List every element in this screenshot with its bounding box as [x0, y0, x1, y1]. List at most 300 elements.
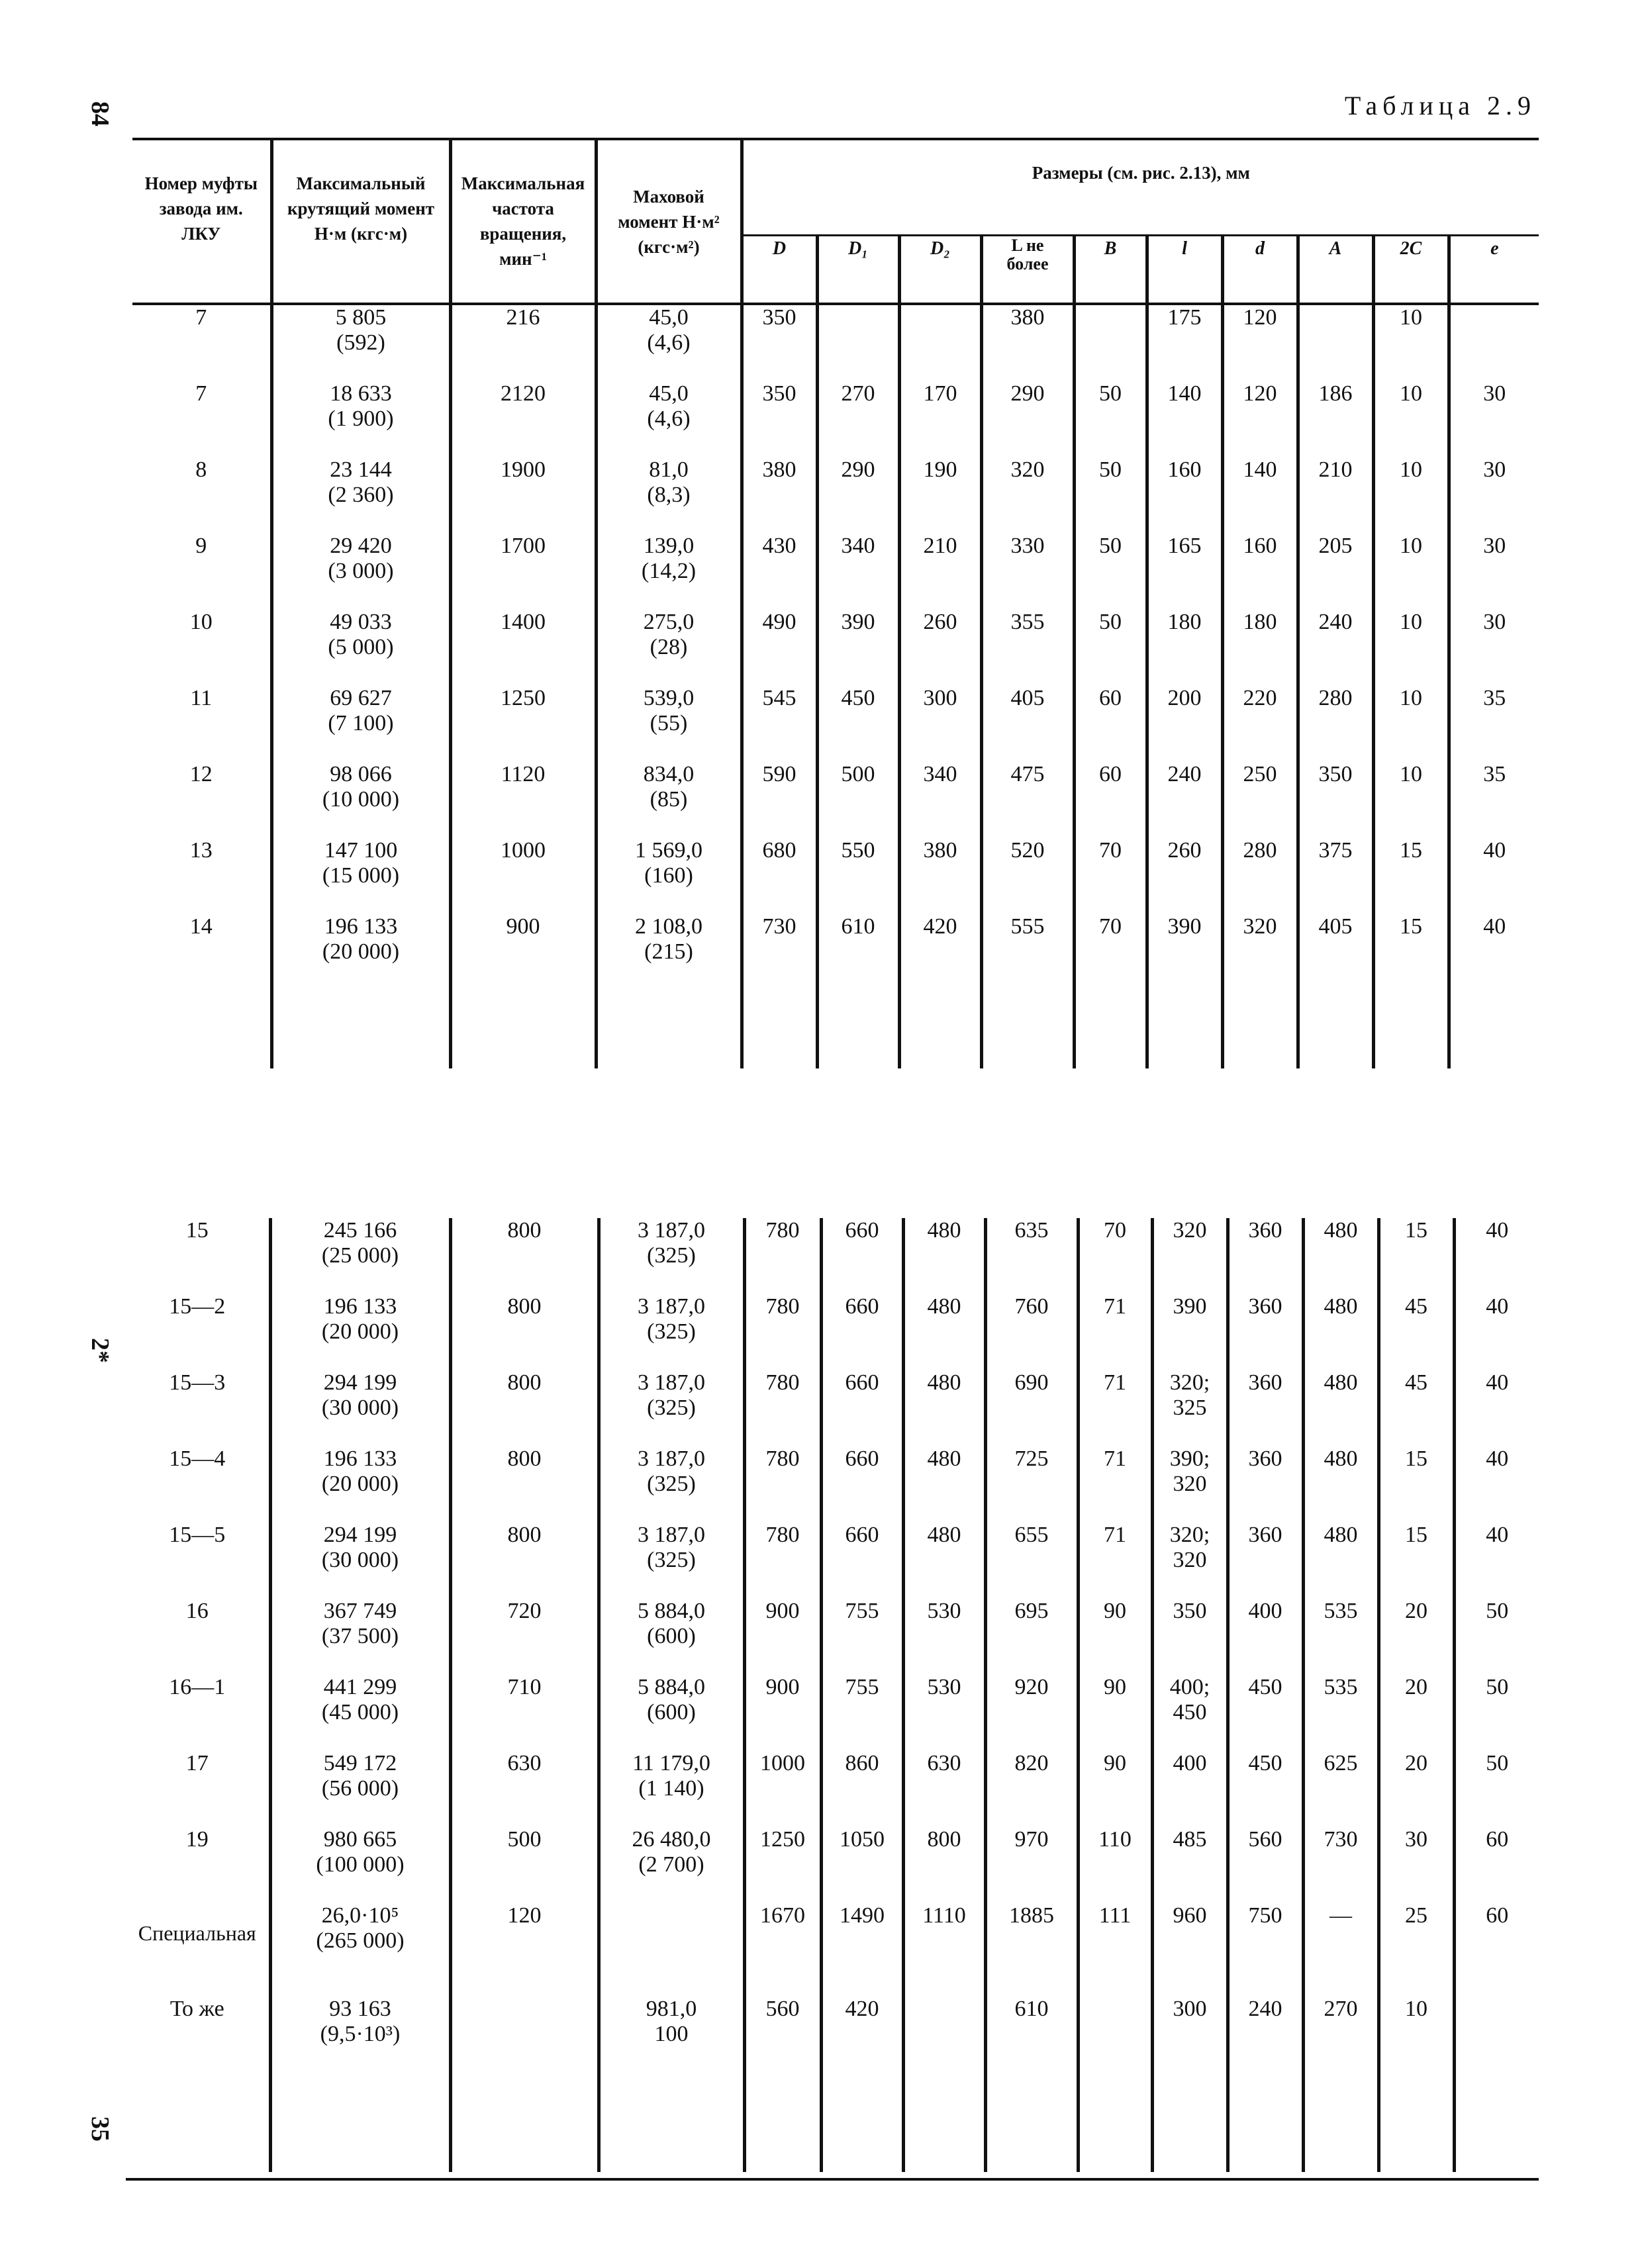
dim-e: e — [1449, 236, 1539, 305]
dim-A-value — [1298, 534, 1373, 610]
flywheel-moment-value-secondary: (600) — [647, 1624, 696, 1648]
coupling-number — [132, 304, 271, 381]
dim-e-value — [1449, 381, 1539, 457]
dim-d-value — [1228, 1523, 1303, 1599]
dim-e-value-value: 30 — [1483, 457, 1506, 482]
coupling-table-top — [132, 138, 1539, 1068]
dim-d-value — [1222, 304, 1298, 381]
dim-e-value — [1454, 1294, 1539, 1370]
coupling-number-value: 13 — [189, 838, 213, 863]
torque-value-secondary: (10 000) — [322, 787, 400, 812]
dim-D2-value — [899, 686, 981, 762]
dim-2C-value — [1378, 1523, 1454, 1599]
dim-B-value-value: 70 — [1099, 838, 1122, 863]
frequency — [450, 457, 596, 534]
dim-L-value-value: 520 — [1010, 838, 1045, 863]
flywheel-moment-value: 26 480,0 — [632, 1827, 711, 1852]
torque — [270, 1997, 450, 2073]
flywheel-moment-value-secondary: (160) — [644, 863, 693, 888]
dim-A-value — [1298, 762, 1373, 838]
dim-d-value — [1228, 1294, 1303, 1370]
dim-l-value — [1147, 534, 1222, 610]
dim-D2-value — [903, 1997, 985, 2073]
dim-D1-value-value: 660 — [845, 1218, 879, 1243]
torque — [271, 914, 450, 990]
flywheel-moment-value: 2 108,0 — [635, 914, 702, 939]
flywheel-moment — [599, 1294, 744, 1370]
dim-l-value — [1152, 1751, 1228, 1827]
dim-2C-value — [1378, 1675, 1454, 1751]
dim-B-value-value: 60 — [1099, 686, 1122, 710]
dim-D1-value — [821, 1599, 903, 1675]
torque-value-secondary: (265 000) — [316, 1928, 405, 1953]
dim-2C-value — [1378, 1903, 1454, 1997]
dim-d-value — [1228, 1599, 1303, 1675]
dim-A-value-value: 480 — [1324, 1218, 1358, 1243]
dim-D1-value-value: 390 — [841, 610, 875, 634]
dim-A-value-value: — — [1329, 1903, 1352, 1928]
dim-D2-value-value: 480 — [927, 1370, 961, 1395]
flywheel-moment-value: 5 884,0 — [638, 1599, 705, 1623]
dim-l-value-value: 140 — [1167, 381, 1202, 406]
table-row — [132, 762, 1539, 838]
dim-B-value-value: 90 — [1104, 1599, 1126, 1623]
dim-l-value — [1152, 1827, 1228, 1903]
torque-value-secondary: (30 000) — [321, 1395, 399, 1420]
dim-D2-value — [899, 762, 981, 838]
dim-2C-value-value: 15 — [1405, 1446, 1427, 1471]
dim-2C-value-value: 10 — [1400, 762, 1422, 786]
dim-D1-value-value: 660 — [845, 1370, 879, 1395]
coupling-number — [126, 1599, 270, 1675]
dim-L-value-value: 355 — [1010, 610, 1045, 634]
dim-B-value-value: 70 — [1104, 1218, 1126, 1243]
dim-L-value — [981, 914, 1074, 990]
torque — [270, 1903, 450, 1997]
coupling-number — [126, 1903, 270, 1997]
dim-2C-value — [1378, 1599, 1454, 1675]
torque — [270, 1218, 450, 1294]
dim-l-value — [1147, 381, 1222, 457]
torque-value: 367 749 — [323, 1599, 397, 1623]
dim-l-value-value-secondary: 320 — [1173, 1472, 1207, 1496]
dim-d-value — [1228, 1903, 1303, 1997]
coupling-number — [132, 838, 271, 914]
dim-A-value — [1298, 838, 1373, 914]
torque-value: 5 805 — [335, 305, 387, 330]
header-torque: Максимальный крутящий момент Н·м (кгс·м) — [271, 139, 450, 304]
frequency — [450, 1218, 599, 1294]
dim-D1-value — [817, 304, 899, 381]
dim-e-value-value: 35 — [1483, 686, 1506, 710]
dim-e-value-value: 40 — [1486, 1294, 1509, 1319]
dim-B-value — [1074, 838, 1147, 914]
dim-e-value — [1449, 762, 1539, 838]
coupling-number — [126, 1294, 270, 1370]
dim-D2-value — [903, 1827, 985, 1903]
dim-d-value — [1228, 1751, 1303, 1827]
dim-D2-value-value: 260 — [923, 610, 957, 634]
spacer-row — [126, 2073, 1539, 2172]
torque-value-secondary: (2 360) — [328, 483, 394, 507]
dim-D2-value — [903, 1599, 985, 1675]
frequency-value: 800 — [507, 1446, 542, 1471]
dim-D2-value — [903, 1370, 985, 1446]
dim-l-value-value: 390 — [1167, 914, 1202, 939]
header-dimensions: Размеры (см. рис. 2.13), мм — [742, 139, 1539, 236]
table-row — [132, 381, 1539, 457]
dim-D1-value-value: 755 — [845, 1675, 879, 1699]
frequency-value: 800 — [507, 1370, 542, 1395]
dim-D-value — [744, 1751, 821, 1827]
table-row — [132, 838, 1539, 914]
dim-B-value — [1078, 1218, 1152, 1294]
table-row — [132, 457, 1539, 534]
dim-D-value-value: 1670 — [760, 1903, 805, 1928]
dim-2C-value — [1378, 1294, 1454, 1370]
dim-A-value-value: 480 — [1324, 1446, 1358, 1471]
frequency — [450, 1294, 599, 1370]
frequency — [450, 914, 596, 990]
frequency — [450, 610, 596, 686]
flywheel-moment — [599, 1751, 744, 1827]
table-row — [126, 1294, 1539, 1370]
flywheel-moment — [599, 1523, 744, 1599]
frequency — [450, 1997, 599, 2073]
dim-D-value-value: 590 — [762, 762, 797, 786]
torque-value: 294 199 — [323, 1370, 397, 1395]
dim-B-value — [1074, 686, 1147, 762]
dim-l: l — [1147, 236, 1222, 305]
dim-d-value — [1222, 838, 1298, 914]
dim-e-value-value: 30 — [1483, 610, 1506, 634]
frequency — [450, 1523, 599, 1599]
dim-L-value — [985, 1523, 1078, 1599]
flywheel-moment-value: 3 187,0 — [638, 1370, 705, 1395]
dim-L-value — [985, 1675, 1078, 1751]
frequency-value: 120 — [507, 1903, 542, 1928]
dim-l-value-value: 240 — [1167, 762, 1202, 786]
dim-L-value — [981, 838, 1074, 914]
dim-D1-value-value: 270 — [841, 381, 875, 406]
dim-L-value-value: 320 — [1010, 457, 1045, 482]
frequency-value: 710 — [507, 1675, 542, 1699]
frequency-value: 1900 — [501, 457, 546, 482]
dim-e-value-value: 40 — [1486, 1446, 1509, 1471]
coupling-number-value: 7 — [195, 305, 207, 330]
dim-D-value-value: 560 — [765, 1997, 800, 2021]
dim-2C-value-value: 20 — [1405, 1599, 1427, 1623]
frequency-value: 800 — [507, 1294, 542, 1319]
coupling-number-value: 10 — [189, 610, 213, 634]
dim-D2-value-value: 480 — [927, 1294, 961, 1319]
torque-value-secondary: (592) — [336, 330, 385, 355]
frequency-value: 800 — [507, 1218, 542, 1243]
frequency-value: 1250 — [501, 686, 546, 710]
dim-D1-value-value: 755 — [845, 1599, 879, 1623]
dim-l-value-value-secondary: 325 — [1173, 1395, 1207, 1420]
coupling-number-value: 19 — [185, 1827, 209, 1852]
dim-A-value-value: 270 — [1324, 1997, 1358, 2021]
dim-D1: D₁ — [817, 236, 899, 305]
dim-L-value-value: 695 — [1014, 1599, 1049, 1623]
frequency-value: 900 — [506, 914, 540, 939]
dim-D2-value-value: 630 — [927, 1751, 961, 1775]
dim-d-value-value: 750 — [1248, 1903, 1282, 1928]
table-caption: Таблица 2.9 — [1344, 91, 1536, 120]
dim-D1-value — [817, 457, 899, 534]
dim-l-value-value: 300 — [1173, 1997, 1207, 2021]
flywheel-moment-value: 45,0 — [649, 381, 689, 406]
dim-2C-value — [1378, 1997, 1454, 2073]
dim-l-value — [1152, 1294, 1228, 1370]
dim-L-value — [985, 1218, 1078, 1294]
frequency-value: 500 — [507, 1827, 542, 1852]
table-row — [126, 1599, 1539, 1675]
dim-l-value — [1152, 1446, 1228, 1523]
torque — [270, 1599, 450, 1675]
torque-value: 980 665 — [323, 1827, 397, 1852]
flywheel-moment — [596, 914, 742, 990]
dim-2C-value — [1378, 1751, 1454, 1827]
dim-l-value-value: 180 — [1167, 610, 1202, 634]
dim-B-value — [1074, 457, 1147, 534]
dim-L-value — [985, 1903, 1078, 1997]
flywheel-moment-value-secondary: (600) — [647, 1700, 696, 1725]
dim-l-value — [1147, 304, 1222, 381]
dim-D-value-value: 780 — [765, 1218, 800, 1243]
dim-d-value-value: 450 — [1248, 1675, 1282, 1699]
flywheel-moment — [599, 1827, 744, 1903]
dim-D1-value-value: 550 — [841, 838, 875, 863]
flywheel-moment — [599, 1218, 744, 1294]
dim-l-value — [1152, 1675, 1228, 1751]
dim-D2-value — [899, 457, 981, 534]
dim-D-value-value: 1250 — [760, 1827, 805, 1852]
dim-l-value — [1152, 1523, 1228, 1599]
dim-D-value — [744, 1903, 821, 1997]
dim-d-value — [1222, 762, 1298, 838]
flywheel-moment-value-secondary: (325) — [647, 1395, 696, 1420]
dim-B-value — [1078, 1827, 1152, 1903]
dim-L-value-value: 970 — [1014, 1827, 1049, 1852]
coupling-number — [126, 1370, 270, 1446]
dim-d-value-value: 120 — [1243, 305, 1277, 330]
torque — [271, 838, 450, 914]
dim-D2-value — [903, 1903, 985, 1997]
flywheel-moment-value-secondary: (28) — [650, 635, 688, 659]
table-row — [126, 1523, 1539, 1599]
frequency-value: 1700 — [501, 534, 546, 558]
dim-2C-value — [1378, 1218, 1454, 1294]
dim-L-value — [981, 457, 1074, 534]
dim-D2-value — [899, 610, 981, 686]
dim-L-value-value: 820 — [1014, 1751, 1049, 1775]
flywheel-moment-value-secondary: (325) — [647, 1472, 696, 1496]
dim-D1-value — [817, 762, 899, 838]
dim-D1-value — [817, 610, 899, 686]
dim-D-value — [742, 304, 817, 381]
dim-A-value-value: 730 — [1324, 1827, 1358, 1852]
dim-2C-value — [1373, 457, 1449, 534]
dim-l-value-value: 320; — [1169, 1370, 1210, 1395]
dim-2C-value-value: 20 — [1405, 1751, 1427, 1775]
dim-e-value — [1449, 610, 1539, 686]
dim-e-value-value: 50 — [1486, 1599, 1509, 1623]
dim-A-value-value: 480 — [1324, 1370, 1358, 1395]
dim-D-value — [742, 914, 817, 990]
frequency — [450, 304, 596, 381]
flywheel-moment — [596, 610, 742, 686]
dim-e-value — [1449, 457, 1539, 534]
dim-B-value — [1078, 1997, 1152, 2073]
flywheel-moment-value-secondary: (1 140) — [638, 1776, 704, 1801]
dim-L-value — [981, 534, 1074, 610]
dim-d-value — [1228, 1827, 1303, 1903]
dim-B-value-value: 50 — [1099, 534, 1122, 558]
dim-D1-value — [821, 1446, 903, 1523]
coupling-number — [132, 457, 271, 534]
dim-d-value — [1222, 914, 1298, 990]
dim-L-value-value: 610 — [1014, 1997, 1049, 2021]
dim-B-value — [1078, 1599, 1152, 1675]
flywheel-moment-value-secondary: (325) — [647, 1319, 696, 1344]
dim-D-value — [744, 1997, 821, 2073]
dim-2C-value-value: 45 — [1405, 1370, 1427, 1395]
coupling-number-value: 15—5 — [169, 1523, 226, 1547]
dim-2C-value — [1373, 838, 1449, 914]
flywheel-moment-value: 3 187,0 — [638, 1523, 705, 1547]
frequency — [450, 1675, 599, 1751]
dim-D-value-value: 1000 — [760, 1751, 805, 1775]
dim-D-value — [744, 1599, 821, 1675]
dim-d-value — [1228, 1675, 1303, 1751]
dim-e-value — [1454, 1675, 1539, 1751]
dim-D2-value-value: 480 — [927, 1446, 961, 1471]
dim-D-value — [744, 1827, 821, 1903]
dim-d-value-value: 360 — [1248, 1218, 1282, 1243]
dim-D-value — [744, 1370, 821, 1446]
dim-B-value — [1074, 534, 1147, 610]
dim-D1-value — [821, 1218, 903, 1294]
flywheel-moment-value-secondary: (4,6) — [647, 330, 691, 355]
dim-D-value — [742, 457, 817, 534]
dim-2C-value — [1378, 1446, 1454, 1523]
frequency-value: 630 — [507, 1751, 542, 1775]
dim-d-value-value: 240 — [1248, 1997, 1282, 2021]
dim-D1-value-value: 1490 — [840, 1903, 885, 1928]
table-row — [132, 686, 1539, 762]
flywheel-moment — [596, 762, 742, 838]
torque — [271, 610, 450, 686]
dim-d-value-value: 360 — [1248, 1370, 1282, 1395]
dim-D2-value-value: 480 — [927, 1523, 961, 1547]
table-row — [126, 1827, 1539, 1903]
dim-e-value — [1454, 1370, 1539, 1446]
dim-e-value-value: 30 — [1483, 381, 1506, 406]
dim-D1-value-value: 860 — [845, 1751, 879, 1775]
dim-d: d — [1222, 236, 1298, 305]
page-marker: 2* — [86, 1338, 114, 1363]
dim-D1-value — [821, 1523, 903, 1599]
dim-D-value-value: 430 — [762, 534, 797, 558]
header-flywheel: Маховой момент Н·м² (кгс·м²) — [596, 139, 742, 304]
dim-e-value — [1449, 686, 1539, 762]
dim-2C-value-value: 10 — [1400, 610, 1422, 634]
dim-e-value-value: 60 — [1486, 1903, 1509, 1928]
flywheel-moment — [596, 686, 742, 762]
dim-D2-value-value: 170 — [923, 381, 957, 406]
coupling-number — [126, 1675, 270, 1751]
dim-B-value — [1078, 1370, 1152, 1446]
dim-2C-value — [1373, 304, 1449, 381]
flywheel-moment — [599, 1370, 744, 1446]
dim-D2-value-value: 210 — [923, 534, 957, 558]
dim-D-value — [742, 838, 817, 914]
coupling-number — [132, 534, 271, 610]
dim-D2-value — [903, 1294, 985, 1370]
dim-D1-value-value: 660 — [845, 1294, 879, 1319]
dim-D1-value-value: 420 — [845, 1997, 879, 2021]
flywheel-moment — [599, 1903, 744, 1997]
table-row — [126, 1997, 1539, 2073]
dim-L-value — [985, 1294, 1078, 1370]
dim-L-value-value: 330 — [1010, 534, 1045, 558]
coupling-number — [126, 1446, 270, 1523]
dim-D-value-value: 780 — [765, 1294, 800, 1319]
torque-value-secondary: (30 000) — [321, 1548, 399, 1572]
dim-l-value-value: 400; — [1169, 1675, 1210, 1699]
dim-A-value — [1298, 610, 1373, 686]
dim-D1-value — [817, 381, 899, 457]
dim-B-value-value: 60 — [1099, 762, 1122, 786]
torque-value: 196 133 — [323, 1446, 397, 1471]
frequency — [450, 686, 596, 762]
dim-D2-value-value: 530 — [927, 1675, 961, 1699]
dim-D1-value — [821, 1370, 903, 1446]
dim-L-value-value: 475 — [1010, 762, 1045, 786]
dim-d-value — [1228, 1218, 1303, 1294]
coupling-number — [132, 914, 271, 990]
torque-value: 18 633 — [330, 381, 392, 406]
flywheel-moment — [599, 1997, 744, 2073]
flywheel-moment — [596, 304, 742, 381]
dim-d-value-value: 160 — [1243, 534, 1277, 558]
dim-A-value — [1298, 304, 1373, 381]
torque — [270, 1370, 450, 1446]
dim-e-value — [1454, 1903, 1539, 1997]
dim-D1-value-value: 340 — [841, 534, 875, 558]
frequency-value: 800 — [507, 1523, 542, 1547]
dim-2C-value-value: 25 — [1405, 1903, 1427, 1928]
flywheel-moment-value-secondary: 100 — [654, 2022, 689, 2046]
flywheel-moment — [599, 1446, 744, 1523]
torque-value: 93 163 — [329, 1997, 391, 2021]
coupling-number — [126, 1827, 270, 1903]
torque — [271, 762, 450, 838]
dim-L-value-value: 655 — [1014, 1523, 1049, 1547]
coupling-number-value: 9 — [195, 534, 207, 558]
coupling-number — [132, 610, 271, 686]
dim-A-value — [1298, 914, 1373, 990]
dim-D1-value-value: 660 — [845, 1523, 879, 1547]
dim-l-value-value: 400 — [1173, 1751, 1207, 1775]
dim-B-value-value: 90 — [1104, 1751, 1126, 1775]
page-number-top: 84 — [86, 101, 114, 126]
dim-l-value — [1152, 1370, 1228, 1446]
dim-l-value-value: 320; — [1169, 1523, 1210, 1547]
dim-d-value — [1228, 1997, 1303, 2073]
